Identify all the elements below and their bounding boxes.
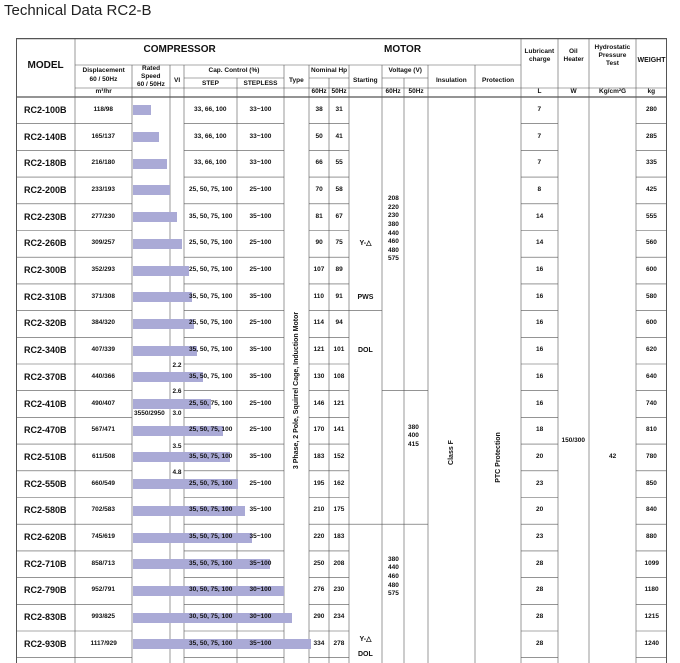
hp-50hz-value: 121 xyxy=(333,399,345,407)
rated-speed-bar xyxy=(133,105,151,115)
displacement-value: 440/366 xyxy=(91,372,115,380)
step-value: 30, 50, 75, 100 xyxy=(189,613,233,621)
step-value: 25, 50, 75, 100 xyxy=(189,426,233,434)
stepless-value: 35~100 xyxy=(249,212,272,220)
technical-data-table xyxy=(16,38,667,663)
model-name: RC2-370B xyxy=(24,371,67,382)
model-name: RC2-620B xyxy=(24,532,67,543)
lubricant-value: 7 xyxy=(537,159,542,167)
stepless-value: 35~100 xyxy=(249,346,272,354)
hp-60hz-value: 250 xyxy=(313,559,325,567)
voltage-value: 440 xyxy=(388,229,399,237)
vi-header: VI xyxy=(174,76,181,84)
hp-50hz-value: 89 xyxy=(335,266,343,274)
lubricant-value: 16 xyxy=(536,292,544,300)
model-name: RC2-310B xyxy=(24,291,67,302)
model-header: MODEL xyxy=(27,60,64,71)
displacement-value: 407/339 xyxy=(91,346,115,354)
starting-value: PWS xyxy=(357,293,374,301)
stepless-value: 25~100 xyxy=(249,479,272,487)
lubricant-value: 7 xyxy=(537,132,542,140)
stepless-value: 25~100 xyxy=(249,266,272,274)
lubricant-value: 16 xyxy=(536,372,544,380)
hp-60hz-value: 183 xyxy=(313,452,325,460)
lubricant-value: 28 xyxy=(536,586,544,594)
displacement-value: 233/193 xyxy=(91,185,115,193)
step-value: 35, 50, 75, 100 xyxy=(189,506,233,514)
displacement-value: 118/98 xyxy=(93,105,114,113)
type-header: Type xyxy=(289,76,304,84)
starting-header: Starting xyxy=(353,76,378,84)
displacement-value: 371/308 xyxy=(91,292,115,300)
voltage-value: 220 xyxy=(388,203,399,211)
hp-50hz-value: 55 xyxy=(335,159,343,167)
stepless-value: 33~100 xyxy=(249,159,272,167)
stepless-value: 35~100 xyxy=(249,506,272,514)
hydrostatic-header-2: Pressure xyxy=(598,51,627,59)
lubricant-value: 23 xyxy=(536,479,544,487)
hp-60hz-value: 107 xyxy=(313,266,325,274)
weight-value: 1215 xyxy=(644,613,659,621)
step-value: 25, 50, 75, 100 xyxy=(189,399,233,407)
weight-value: 600 xyxy=(646,319,657,327)
stepless-value: 35~100 xyxy=(249,639,272,647)
hp-50hz-value: 162 xyxy=(333,479,345,487)
weight-value: 280 xyxy=(646,105,657,113)
hp-50hz-value: 91 xyxy=(335,292,343,300)
compressor-header: COMPRESSOR xyxy=(143,44,216,55)
oil-heater-header: Oil xyxy=(569,47,578,55)
displacement-value: 567/471 xyxy=(91,426,115,434)
step-value: 35, 50, 75, 100 xyxy=(189,346,233,354)
voltage-header: Voltage (V) xyxy=(388,66,422,74)
weight-value: 335 xyxy=(646,159,657,167)
lubricant-value: 14 xyxy=(536,212,544,220)
lubricant-value: 28 xyxy=(536,559,544,567)
step-value: 33, 66, 100 xyxy=(194,159,227,167)
lubricant-value: 28 xyxy=(536,613,544,621)
model-name: RC2-100B xyxy=(24,104,67,115)
weight-value: 780 xyxy=(646,452,657,460)
voltage-value: 380 xyxy=(388,221,399,229)
hp-60hz-value: 38 xyxy=(315,105,323,113)
step-value: 25, 50, 75, 100 xyxy=(189,239,233,247)
vi-value: 3.5 xyxy=(172,442,182,450)
displacement-value: 611/508 xyxy=(92,452,116,460)
starting-value: DOL xyxy=(358,651,373,659)
hydrostatic-unit: Kg/cm²G xyxy=(599,88,627,95)
hp-50hz-value: 101 xyxy=(333,346,345,354)
voltage-value: 575 xyxy=(388,590,399,598)
model-name: RC2-320B xyxy=(24,318,67,329)
voltage-value: 480 xyxy=(388,246,399,254)
protection-value: PTC Protection xyxy=(494,432,502,483)
weight-value: 840 xyxy=(646,506,657,514)
hp-60hz-value: 210 xyxy=(313,506,325,514)
starting-value: Y-△ xyxy=(359,635,372,643)
hp-60hz-header: 60Hz xyxy=(311,88,327,95)
stepless-value: 30~100 xyxy=(249,613,272,621)
hp-50hz-header: 50Hz xyxy=(331,88,347,95)
hp-60hz-value: 276 xyxy=(313,586,325,594)
weight-value: 580 xyxy=(646,292,657,300)
voltage-value: 380 xyxy=(408,423,419,431)
oil-heater-value: 150/300 xyxy=(561,436,585,444)
voltage-value: 480 xyxy=(388,581,399,589)
model-name: RC2-180B xyxy=(24,158,67,169)
lubricant-value: 16 xyxy=(536,399,544,407)
protection-header: Protection xyxy=(482,76,515,84)
hp-60hz-value: 70 xyxy=(315,185,323,193)
page-title: Technical Data RC2-B xyxy=(4,2,152,19)
model-name: RC2-140B xyxy=(24,131,67,142)
hp-50hz-value: 234 xyxy=(333,613,345,621)
lubricant-value: 28 xyxy=(536,639,544,647)
weight-header: WEIGHT xyxy=(637,56,666,64)
rated-speed-value: 3550/2950 xyxy=(134,410,165,418)
model-name: RC2-340B xyxy=(24,345,67,356)
voltage-value: 230 xyxy=(388,212,399,220)
stepless-header: STEPLESS xyxy=(243,79,278,87)
stepless-value: 35~100 xyxy=(249,559,272,567)
lubricant-value: 16 xyxy=(536,266,544,274)
voltage-value: 400 xyxy=(408,432,419,440)
hp-60hz-value: 130 xyxy=(313,372,325,380)
vi-value: 3.0 xyxy=(172,410,182,418)
lubricant-value: 23 xyxy=(536,533,544,541)
hp-60hz-value: 146 xyxy=(313,399,325,407)
rated-speed-bar xyxy=(133,159,167,169)
motor-type-value: 3 Phase, 2 Pole, Squirrel Cage, Induction Motor xyxy=(293,312,301,470)
displacement-header: Displacement xyxy=(82,66,125,74)
hp-50hz-value: 152 xyxy=(333,452,345,460)
displacement-value: 858/713 xyxy=(91,559,115,567)
hp-60hz-value: 81 xyxy=(315,212,323,220)
displacement-value: 1117/929 xyxy=(90,639,117,647)
weight-value: 1099 xyxy=(644,559,659,567)
lubricant-value: 16 xyxy=(536,319,544,327)
weight-value: 880 xyxy=(646,533,657,541)
displacement-value: 702/583 xyxy=(91,506,115,514)
weight-value: 560 xyxy=(646,239,657,247)
hp-50hz-value: 94 xyxy=(335,319,343,327)
weight-unit: kg xyxy=(647,88,656,95)
hp-60hz-value: 334 xyxy=(313,639,325,647)
lubricant-value: 7 xyxy=(537,105,542,113)
hp-50hz-value: 75 xyxy=(335,239,343,247)
hp-50hz-value: 41 xyxy=(335,132,343,140)
weight-value: 555 xyxy=(646,212,657,220)
insulation-header: Insulation xyxy=(436,76,467,84)
model-name: RC2-260B xyxy=(24,238,67,249)
displacement-value: 216/180 xyxy=(91,159,115,167)
lubricant-unit: L xyxy=(537,88,542,95)
starting-value: Y-△ xyxy=(359,240,372,248)
hp-60hz-value: 195 xyxy=(313,479,325,487)
motor-header: MOTOR xyxy=(384,44,422,55)
model-name: RC2-510B xyxy=(24,451,67,462)
voltage-value: 208 xyxy=(388,195,399,203)
displacement-value: 952/791 xyxy=(91,586,115,594)
model-name: RC2-200B xyxy=(24,184,67,195)
hp-60hz-value: 110 xyxy=(313,292,324,300)
hp-50hz-value: 108 xyxy=(333,372,345,380)
stepless-value: 35~100 xyxy=(249,533,272,541)
lubricant-value: 16 xyxy=(536,346,544,354)
stepless-value: 25~100 xyxy=(249,319,272,327)
hydrostatic-header-3: Test xyxy=(606,59,619,67)
displacement-value: 384/320 xyxy=(91,319,115,327)
hp-60hz-value: 121 xyxy=(313,346,325,354)
vi-value: 2.2 xyxy=(172,361,182,369)
model-name: RC2-410B xyxy=(24,398,67,409)
step-value: 35, 50, 75, 100 xyxy=(189,452,233,460)
model-name: RC2-710B xyxy=(24,558,67,569)
weight-value: 1240 xyxy=(644,639,659,647)
stepless-value: 25~100 xyxy=(249,239,272,247)
hp-50hz-value: 175 xyxy=(333,506,345,514)
oil-heater-unit: W xyxy=(570,88,577,95)
stepless-value: 30~100 xyxy=(249,586,272,594)
voltage-50hz-header: 50Hz xyxy=(408,88,424,95)
hp-60hz-value: 90 xyxy=(315,239,323,247)
lubricant-header-2: charge xyxy=(529,55,551,63)
step-value: 25, 50, 75, 100 xyxy=(189,319,233,327)
voltage-value: 575 xyxy=(388,255,399,263)
lubricant-value: 20 xyxy=(536,506,544,514)
weight-value: 740 xyxy=(646,399,657,407)
hp-50hz-value: 31 xyxy=(335,105,343,113)
weight-value: 620 xyxy=(646,346,657,354)
lubricant-value: 20 xyxy=(536,452,544,460)
rated-speed-header: Rated xyxy=(142,64,161,72)
insulation-value: Class F xyxy=(447,439,455,465)
voltage-value: 380 xyxy=(388,555,399,563)
hp-50hz-value: 230 xyxy=(333,586,345,594)
hp-60hz-value: 66 xyxy=(315,159,323,167)
vi-value: 2.6 xyxy=(172,388,182,396)
displacement-value: 309/257 xyxy=(91,239,115,247)
displacement-value: 993/825 xyxy=(91,613,115,621)
cap-control-header: Cap. Control (%) xyxy=(208,66,260,74)
lubricant-value: 14 xyxy=(536,239,544,247)
stepless-value: 25~100 xyxy=(249,426,272,434)
hydrostatic-value: 42 xyxy=(609,452,617,460)
hp-60hz-value: 220 xyxy=(313,533,325,541)
step-value: 35, 50, 75, 100 xyxy=(189,372,233,380)
starting-value: DOL xyxy=(358,347,373,355)
displacement-value: 352/293 xyxy=(91,266,115,274)
lubricant-value: 8 xyxy=(537,185,542,193)
voltage-60hz-header: 60Hz xyxy=(385,88,401,95)
rated-speed-bar xyxy=(133,266,189,276)
rated-speed-bar xyxy=(133,346,197,356)
step-value: 25, 50, 75, 100 xyxy=(189,266,233,274)
rated-speed-freq: 60 / 50Hz xyxy=(137,80,165,88)
voltage-value: 415 xyxy=(408,440,419,448)
hp-60hz-value: 114 xyxy=(313,319,324,327)
model-name: RC2-300B xyxy=(24,265,67,276)
weight-value: 425 xyxy=(646,185,657,193)
hp-50hz-value: 183 xyxy=(333,533,345,541)
stepless-value: 33~100 xyxy=(249,105,272,113)
hp-50hz-value: 278 xyxy=(333,639,345,647)
voltage-value: 460 xyxy=(388,572,399,580)
vi-value: 4.8 xyxy=(172,469,182,477)
oil-heater-header-2: Heater xyxy=(563,55,584,63)
step-value: 35, 50, 75, 100 xyxy=(189,559,233,567)
displacement-value: 490/407 xyxy=(91,399,115,407)
step-value: 33, 66, 100 xyxy=(194,132,227,140)
step-value: 35, 50, 75, 100 xyxy=(189,639,233,647)
stepless-value: 25~100 xyxy=(249,399,272,407)
weight-value: 285 xyxy=(646,132,657,140)
model-name: RC2-830B xyxy=(24,612,67,623)
rated-speed-bar xyxy=(133,292,192,302)
weight-value: 1180 xyxy=(644,586,659,594)
stepless-value: 35~100 xyxy=(249,452,272,460)
rated-speed-bar xyxy=(133,239,182,249)
weight-value: 810 xyxy=(646,426,657,434)
displacement-value: 165/137 xyxy=(91,132,115,140)
weight-value: 850 xyxy=(646,479,657,487)
hp-50hz-value: 67 xyxy=(335,212,343,220)
step-value: 25, 50, 75, 100 xyxy=(189,479,233,487)
hp-60hz-value: 290 xyxy=(313,613,325,621)
stepless-value: 25~100 xyxy=(249,185,272,193)
hp-50hz-value: 208 xyxy=(333,559,345,567)
step-value: 30, 50, 75, 100 xyxy=(189,586,233,594)
displacement-unit: m³/hr xyxy=(95,88,112,95)
step-value: 33, 66, 100 xyxy=(194,105,227,113)
stepless-value: 35~100 xyxy=(249,372,272,380)
hp-60hz-value: 170 xyxy=(313,426,325,434)
voltage-value: 460 xyxy=(388,238,399,246)
voltage-value: 440 xyxy=(388,564,399,572)
stepless-value: 33~100 xyxy=(249,132,272,140)
step-value: 35, 50, 75, 100 xyxy=(189,533,233,541)
model-name: RC2-470B xyxy=(24,425,67,436)
model-name: RC2-790B xyxy=(24,585,67,596)
weight-value: 600 xyxy=(646,266,657,274)
displacement-value: 660/549 xyxy=(91,479,115,487)
lubricant-header: Lubricant xyxy=(524,47,555,55)
hydrostatic-header: Hydrostatic xyxy=(594,43,631,51)
model-name: RC2-550B xyxy=(24,478,67,489)
rated-speed-bar xyxy=(133,212,177,222)
step-value: 35, 50, 75, 100 xyxy=(189,212,233,220)
displacement-value: 745/619 xyxy=(91,533,115,541)
lubricant-value: 18 xyxy=(536,426,544,434)
model-name: RC2-930B xyxy=(24,638,67,649)
rated-speed-bar xyxy=(133,185,170,195)
rated-speed-bar xyxy=(133,319,194,329)
displacement-freq: 60 / 50Hz xyxy=(89,75,118,83)
stepless-value: 35~100 xyxy=(249,292,272,300)
weight-value: 640 xyxy=(646,372,657,380)
hp-50hz-value: 141 xyxy=(333,426,345,434)
step-value: 25, 50, 75, 100 xyxy=(189,185,233,193)
step-header: STEP xyxy=(202,79,219,87)
nominal-hp-header: Nominal Hp xyxy=(311,66,348,74)
hp-50hz-value: 58 xyxy=(335,185,343,193)
displacement-value: 277/230 xyxy=(91,212,115,220)
model-name: RC2-580B xyxy=(24,505,67,516)
step-value: 35, 50, 75, 100 xyxy=(189,292,233,300)
rated-speed-bar xyxy=(133,132,159,142)
model-name: RC2-230B xyxy=(24,211,67,222)
rated-speed-header-2: Speed xyxy=(141,72,161,80)
hp-60hz-value: 50 xyxy=(315,132,323,140)
